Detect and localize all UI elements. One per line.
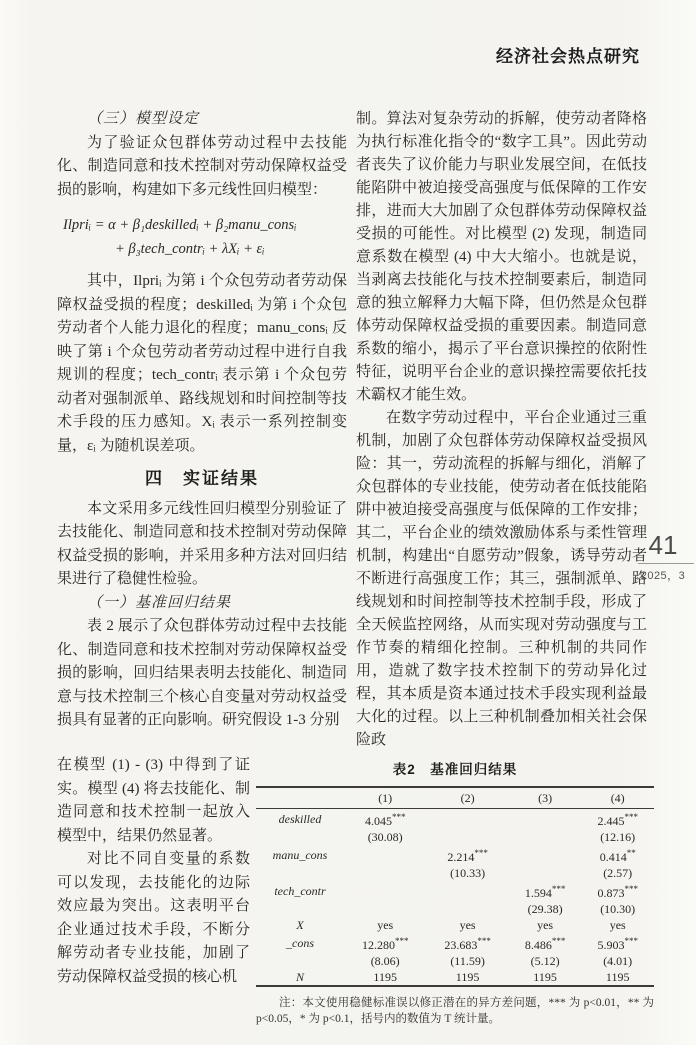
table-estimate-cell — [509, 809, 582, 830]
table-row-label-spacer — [256, 901, 344, 917]
table-row-label-spacer — [256, 865, 344, 881]
table-tstat-cell — [344, 901, 426, 917]
paragraph-table2-discussion-continued: 在模型 (1) - (3) 中得到了证实。模型 (4) 将去技能化、制造同意和技术控制一起放入模型中，结果仍然显著。 — [57, 757, 250, 844]
table-tstat-cell — [426, 901, 508, 917]
baseline-regression-table — [256, 786, 654, 987]
table-tstat-row — [256, 953, 654, 969]
subsection-heading-model-setup: （三）模型设定 — [87, 111, 200, 127]
table-tstat-cell — [426, 829, 508, 845]
table-tstat-cell: (4.01) — [603, 954, 633, 968]
table-estimate-cell: 0.414** — [599, 848, 636, 864]
page-number-divider — [638, 563, 694, 564]
subsection-heading-baseline-results: （一）基准回归结果 — [87, 594, 232, 611]
significance-stars: ** — [626, 848, 636, 858]
table-estimate-cell: 8.486*** — [524, 936, 566, 952]
page-number: 41 — [648, 530, 678, 560]
table-tstat-cell: (12.16) — [600, 830, 636, 844]
left-column-narrow — [57, 754, 250, 1039]
table-estimate-cell: yes — [459, 918, 476, 932]
table-row-label: tech_contr — [274, 884, 326, 898]
significance-stars: *** — [477, 936, 491, 946]
formula-line-1: Ilpriᵢ = α + β₁deskilledᵢ + β₂manu_consᵢ — [63, 217, 297, 233]
table-row-label-spacer — [256, 829, 344, 845]
table-tstat-cell — [344, 865, 426, 881]
table-estimate-cell: yes — [377, 918, 394, 932]
table-tstat-cell: (2.57) — [603, 866, 633, 880]
table-column-header: (3) — [509, 787, 582, 809]
table-row — [256, 917, 654, 933]
paragraph-coefficient-comparison: 对比不同自变量的系数可以发现，去技能化的边际效应最为突出。这表明平台企业通过技术手段，不断分解劳动者专业技能，加剧了劳动保障权益受损的核心机 — [57, 851, 250, 985]
significance-stars: *** — [551, 884, 566, 894]
paragraph-mechanism-continued: 制。算法对复杂劳动的拆解，使劳动者降格为执行标准化指令的“数字工具”。因此劳动者丧失了议价能力与职业发展空间，在低技能陷阱中被迫接受高强度与低保障的工作安排，进而大大加剧了众包群体劳动保障权益受损的可能性。对比模型 (2) 发现，制造同意系数在模型 (4) 中大大缩小。也就是说，当剥离去技能化与技术控制要素后，制造同意的独立解释力大幅下降，但仍然是众包群体劳动保障权益受损的重要因素。制造同意系数的缩小，揭示了平台意识操控的依附性特征，说明平台企业的意识操控需要依托技术霸权才能生效。 — [356, 111, 647, 403]
table-tstat-cell: (10.30) — [600, 902, 636, 916]
journal-section-header: 经济社会热点研究 — [496, 47, 640, 66]
significance-stars: *** — [474, 848, 488, 858]
paragraph-results-intro: 本文采用多元线性回归模型分别验证了去技能化、制造同意和技术控制对劳动保障权益受损的影响，并采用多种方法对回归结果进行了稳健性检验。 — [57, 500, 347, 587]
significance-stars: *** — [391, 812, 406, 822]
table-estimate-cell: 0.873*** — [597, 884, 638, 900]
table-estimate-cell: yes — [609, 918, 626, 932]
table-row — [256, 809, 654, 830]
left-column — [57, 108, 347, 756]
table-tstat-cell: (29.38) — [527, 902, 563, 916]
table-estimate-cell — [509, 845, 582, 865]
paragraph-variable-definitions: 其中，Ilpriᵢ 为第 i 个众包劳动者劳动保障权益受损的程度；deskilledᵢ 为第 i 个众包劳动者个人能力退化的程度；manu_consᵢ 反映了第 i 个众包劳动者劳动过程中进行自我规训的程度；tech_contrᵢ 表示第 i 个众包劳动者对强制派单、路线规划和时间控制等技术手段的压力感知。Xᵢ 表示一系列控制变量，εᵢ 为随机误差项。 — [57, 273, 347, 454]
table-row — [256, 881, 654, 901]
table-row-label: deskilled — [278, 812, 322, 826]
table-row — [256, 969, 654, 986]
table-estimate-cell: 5.903*** — [597, 936, 638, 952]
table-estimate-cell: 1.594*** — [524, 884, 566, 900]
significance-stars: *** — [624, 884, 638, 894]
table-estimate-cell — [344, 881, 426, 901]
table-column-header: (2) — [426, 787, 508, 809]
table-estimate-cell: 1195 — [373, 970, 397, 984]
paragraph-table2-discussion-wide: 表 2 展示了众包群体劳动过程中去技能化、制造同意和技术控制对劳动保障权益受损的影响，回归结果表明去技能化、制造同意与技术控制三个核心自变量对劳动权益受损具有显著的正向影响。研究假设 1-3 分别 — [57, 618, 347, 728]
regression-formula — [63, 213, 347, 261]
table-tstat-row — [256, 901, 654, 917]
table-estimate-cell: yes — [537, 918, 554, 932]
table-row-label: N — [295, 970, 304, 984]
table-tstat-cell: (10.33) — [450, 866, 486, 880]
table-tstat-cell: (30.08) — [367, 830, 403, 844]
significance-stars: *** — [551, 936, 566, 946]
table-estimate-cell: 1195 — [605, 970, 630, 984]
journal-issue: 2025，3 — [640, 570, 686, 582]
significance-stars: *** — [624, 812, 638, 822]
significance-stars: *** — [394, 936, 409, 946]
table-estimate-cell: 23.683*** — [444, 936, 491, 952]
table2-title: 表2 基准回归结果 — [392, 762, 518, 777]
right-column — [356, 108, 647, 756]
paragraph-triple-mechanism: 在数字劳动过程中，平台企业通过三重机制，加剧了众包群体劳动保障权益受损风险：其一，劳动流程的拆解与细化，消解了众包群体的专业技能，使劳动者在低技能陷阱中被迫接受高强度与低保障的工作安排；其二，平台企业的绩效激励体系与柔性管理机制，构建出“自愿劳动”假象，诱导劳动者不断进行高强度工作；其三，强制派单、路线规划和时间控制等技术控制手段，形成了全天候监控网络，从而实现对劳动强度与工作节奏的精细化控制。三种机制的共同作用，造就了数字技术控制下的劳动异化过程，其本质是资本通过技术手段实现利益最大化的过程。以上三种机制叠加相关社会保险政 — [356, 410, 647, 748]
table-estimate-cell — [426, 809, 508, 830]
table-row — [256, 933, 654, 953]
table-tstat-cell — [509, 865, 582, 881]
table-row — [256, 845, 654, 865]
table-estimate-cell: 1195 — [533, 970, 557, 984]
table-row-label-spacer — [256, 953, 344, 969]
table-estimate-cell — [426, 881, 508, 901]
table-column-header — [256, 787, 344, 809]
section-heading-empirical-results: 四 实证结果 — [145, 469, 259, 488]
table-row-label: manu_cons — [272, 848, 328, 862]
page-margin-block — [632, 531, 694, 583]
table-tstat-cell: (11.59) — [450, 954, 485, 968]
table-row-label: X — [296, 918, 304, 932]
table2-note: 注：本文使用稳健标准误以修正潜在的异方差问题，*** 为 p<0.01，** 为 p<0.05，* 为 p<0.1，括号内的数值为 T 统计量。 — [256, 997, 654, 1025]
table-estimate-cell: 12.280*** — [361, 936, 409, 952]
table-estimate-cell: 4.045*** — [364, 812, 406, 828]
table-tstat-row — [256, 865, 654, 881]
table-row-label: _cons — [286, 936, 314, 950]
paragraph-model-intro: 为了验证众包群体劳动过程中去技能化、制造同意和技术控制对劳动保障权益受损的影响，构建如下多元线性回归模型： — [57, 134, 347, 198]
table2-block — [256, 758, 654, 1027]
table-estimate-cell: 2.214*** — [447, 848, 488, 864]
table-column-header: (4) — [581, 787, 654, 809]
table-tstat-cell: (8.06) — [370, 954, 400, 968]
table-column-header: (1) — [344, 787, 426, 809]
table-estimate-cell: 1195 — [455, 970, 480, 984]
table-estimate-cell: 2.445*** — [597, 812, 638, 828]
significance-stars: *** — [624, 936, 638, 946]
table-estimate-cell — [344, 845, 426, 865]
table-tstat-cell: (5.12) — [530, 954, 560, 968]
table-header-row — [256, 787, 654, 809]
table-tstat-row — [256, 829, 654, 845]
formula-line-2: + β₃tech_contrᵢ + λXᵢ + εᵢ — [115, 241, 265, 257]
table-tstat-cell — [509, 829, 582, 845]
